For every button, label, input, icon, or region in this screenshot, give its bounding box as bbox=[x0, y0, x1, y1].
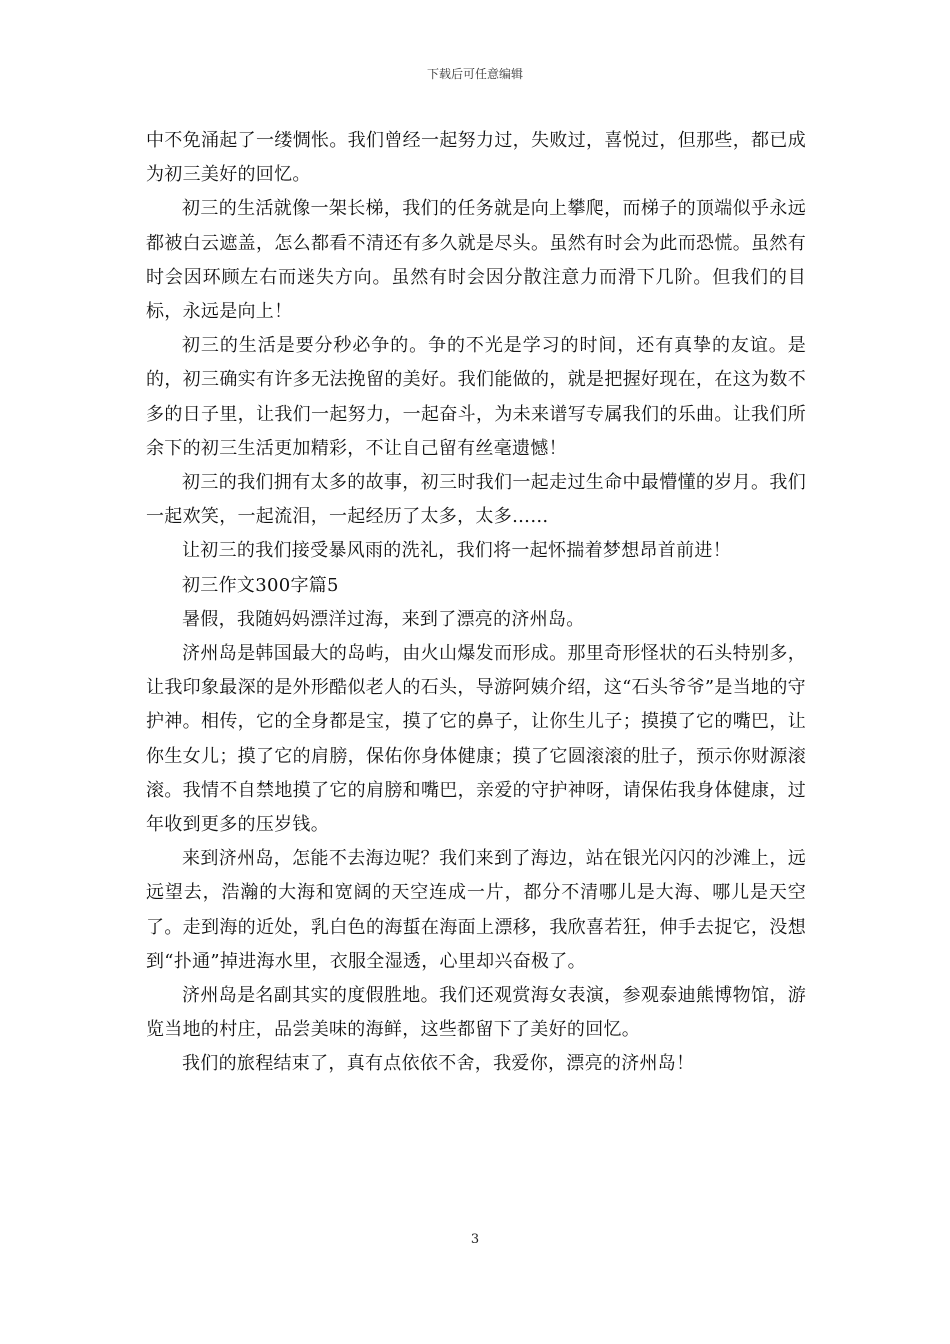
paragraph-1: 中不免涌起了一缕惆怅。我们曾经一起努力过，失败过，喜悦过，但那些，都已成为初三美好的回忆。 bbox=[146, 130, 806, 186]
paragraph-2: 初三的生活就像一架长梯，我们的任务就是向上攀爬，而梯子的顶端似乎永远都被白云遮盖，怎么都看不清还有多久就是尽头。虽然有时会为此而恐慌。虽然有时会因环顾左右而迷失方向。虽然有时会因分散注意力而滑下几阶。但我们的目标，永远是向上！ bbox=[146, 198, 806, 323]
page-header: 下载后可任意编辑 bbox=[426, 67, 523, 81]
paragraph-7: 暑假，我随妈妈漂洋过海，来到了漂亮的济州岛。 bbox=[182, 608, 585, 630]
paragraph-3: 初三的生活是要分秒必争的。争的不光是学习的时间，还有真挚的友谊。是的，初三确实有许多无法挽留的美好。我们能做的，就是把握好现在，在这为数不多的日子里，让我们一起努力，一起奋斗，为未来谱写专属我们的乐曲。让我们所余下的初三生活更加精彩，不让自己留有丝毫遗憾！ bbox=[146, 335, 806, 459]
page-number: 3 bbox=[470, 1232, 480, 1247]
paragraph-8: 济州岛是韩国最大的岛屿，由火山爆发而形成。那里奇形怪状的石头特别多，让我印象最深的是外形酷似老人的石头，导游阿姨介绍，这“石头爷爷”是当地的守护神。相传，它的全身都是宝，摸了它的鼻子，让你生儿子；摸摸了它的嘴巴，让你生女儿；摸了它的肩膀，保佑你身体健康；摸了它圆滚滚的肚子，预示你财源滚滚。我情不自禁地摸了它的肩膀和嘴巴，亲爱的守护神呀，请保佑我身体健康，过年收到更多的压岁钱。 bbox=[146, 643, 806, 836]
essay-heading: 初三作文300字篇5 bbox=[182, 574, 339, 596]
paragraph-9: 来到济州岛，怎能不去海边呢？我们来到了海边，站在银光闪闪的沙滩上，远远望去，浩瀚的大海和宽阔的天空连成一片，都分不清哪儿是大海、哪儿是天空了。走到海的近处，乳白色的海蜇在海面上漂移，我欣喜若狂，伸手去捉它，没想到“扑通”掉进海水里，衣服全湿透，心里却兴奋极了。 bbox=[146, 848, 806, 972]
paragraph-11: 我们的旅程结束了，真有点依依不舍，我爱你，漂亮的济州岛！ bbox=[182, 1053, 695, 1075]
paragraph-10: 济州岛是名副其实的度假胜地。我们还观赏海女表演，参观泰迪熊博物馆，游览当地的村庄，品尝美味的海鲜，这些都留下了美好的回忆。 bbox=[146, 985, 806, 1041]
paragraph-5: 让初三的我们接受暴风雨的洗礼，我们将一起怀揣着梦想昂首前进！ bbox=[182, 540, 731, 562]
paragraph-4: 初三的我们拥有太多的故事，初三时我们一起走过生命中最懵懂的岁月。我们一起欢笑，一起流泪，一起经历了太多，太多…… bbox=[146, 472, 806, 528]
document-body bbox=[146, 124, 806, 1082]
